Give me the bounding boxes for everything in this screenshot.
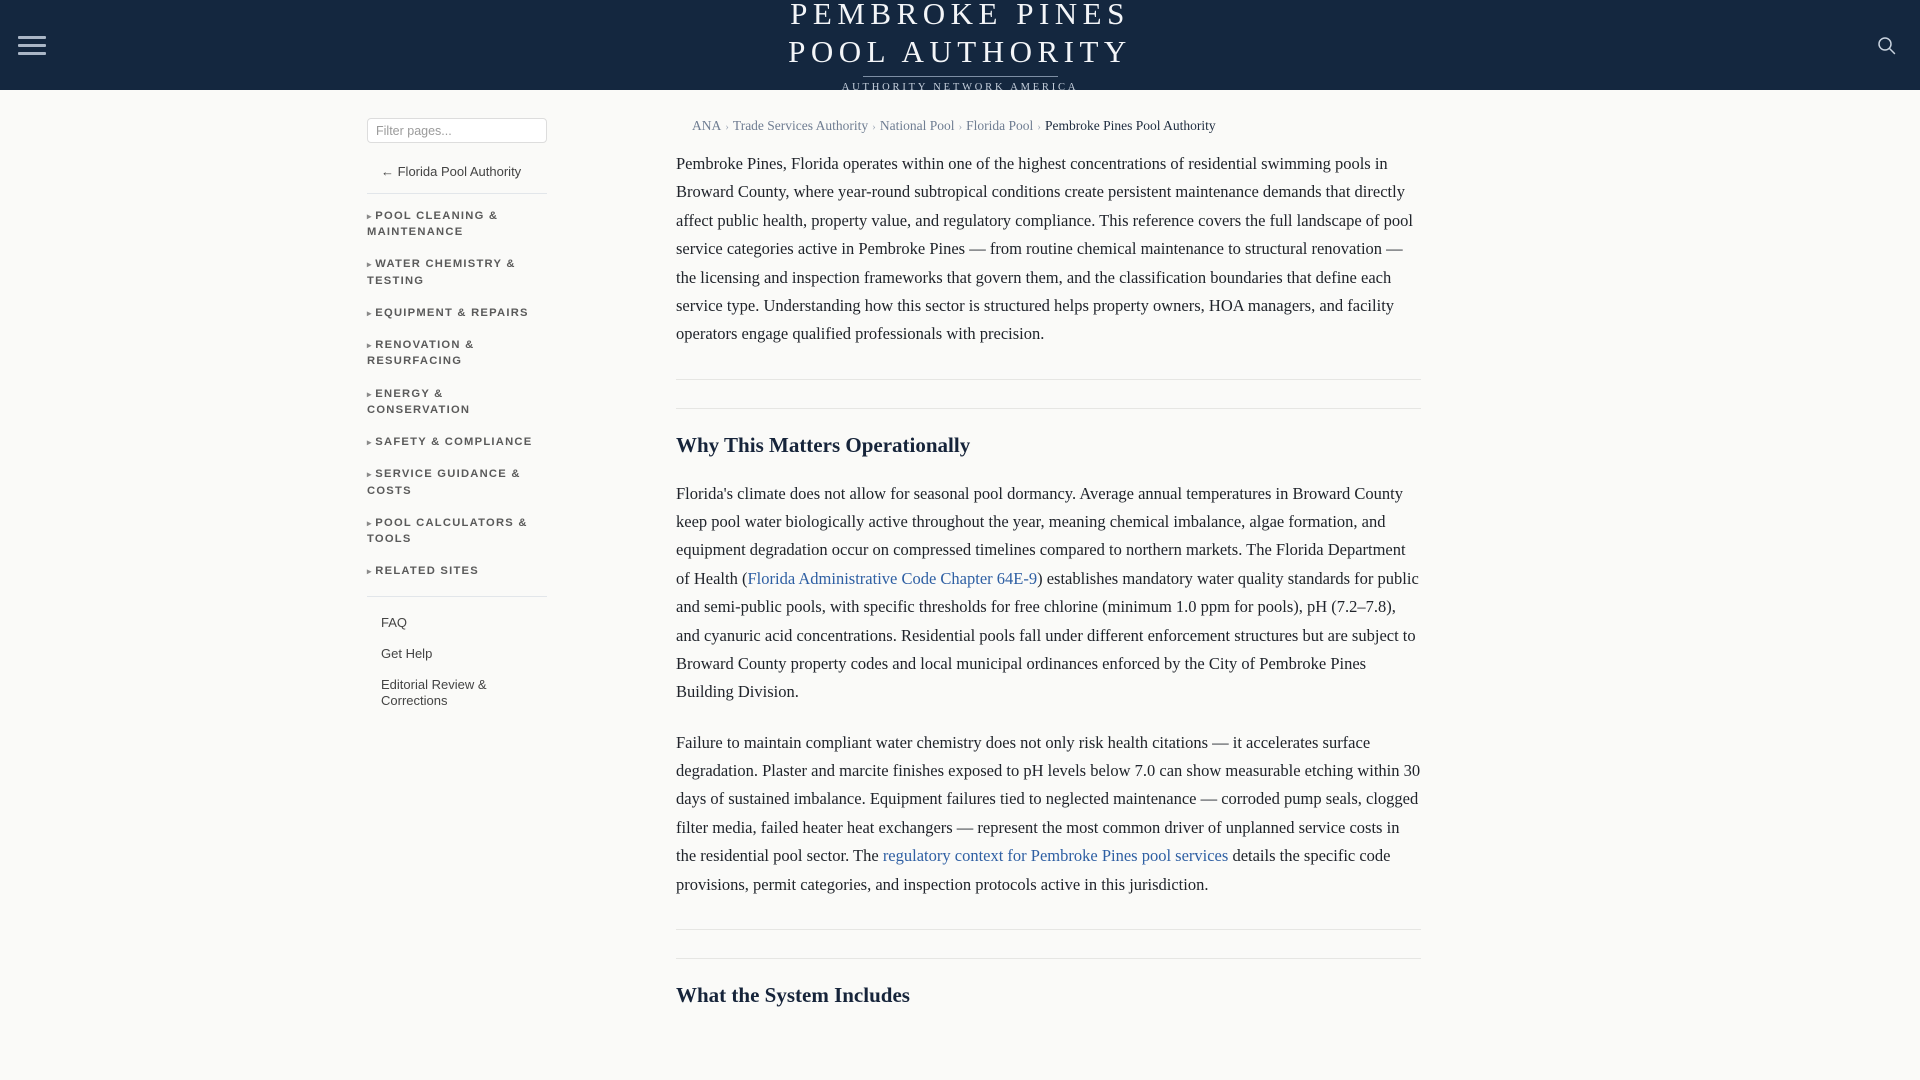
- sidebar: [367, 90, 631, 725]
- caret-right-icon: ▸: [367, 566, 372, 577]
- breadcrumb-separator-icon: ›: [958, 121, 963, 133]
- hamburger-bar: [18, 52, 46, 55]
- breadcrumb-item-ana[interactable]: ANA: [692, 118, 722, 133]
- filter-pages-input[interactable]: [367, 118, 547, 143]
- sidebar-item-pool-calculators-tools[interactable]: [367, 515, 547, 547]
- section2-divider-bottom: [676, 958, 1421, 959]
- paragraph-text-after-link: ) establishes mandatory water quality standards for public and semi-public pools, with specific thresholds for free chlorine (minimum 1.0 ppm for pools), pH (7.2–7.8), and cyanuric acid concentrations. Residential pools fall under different enforcement structures but are subject to Broward County property codes and local municipal ordinances enforced by the City of Pembroke Pines Building Division.: [676, 568, 1419, 702]
- main-content: [676, 90, 1421, 1030]
- sidebar-nav: [367, 208, 547, 580]
- brand-title-line-2: POOL AUTHORITY: [788, 34, 1132, 70]
- breadcrumb-separator-icon: ›: [725, 121, 729, 133]
- sidebar-item-pool-cleaning-maintenance[interactable]: [367, 208, 547, 240]
- sidebar-item-water-chemistry-testing[interactable]: [367, 256, 547, 288]
- divider-gap: [676, 930, 1421, 958]
- link-florida-administrative-code[interactable]: Florida Administrative Code Chapter 64E-9: [747, 568, 1038, 588]
- caret-right-icon: ▸: [367, 517, 372, 528]
- section-divider-bottom: [676, 408, 1421, 409]
- link-regulatory-context[interactable]: regulatory context for Pembroke Pines pool services: [882, 846, 1229, 866]
- paragraph-text-before-link: Failure to maintain compliant water chemistry does not only risk health citations — it accelerates surface degradation. Plaster and marcite finishes exposed to pH levels below 7.0 can show measurable etching within 30 days of sustained imbalance. Equipment failures tied to neglected maintenance — corroded pump seals, clogged filter media, failed heater heat exchangers — represent the most common driver of unplanned service costs in the residential pool sector. The: [676, 732, 1421, 866]
- sidebar-item-service-guidance-costs[interactable]: [367, 466, 547, 498]
- sidebar-item-safety-compliance[interactable]: [367, 434, 547, 450]
- hamburger-bar: [18, 44, 46, 47]
- section-heading-why-this-matters: Why This Matters Operationally: [676, 432, 971, 457]
- caret-right-icon: ▸: [367, 469, 372, 480]
- sidebar-link-get-help[interactable]: Get Help: [381, 645, 433, 661]
- sidebar-item-label: POOL CLEANING & MAINTENANCE: [367, 210, 499, 239]
- caret-right-icon: ▸: [367, 259, 372, 270]
- divider-gap: [676, 380, 1421, 408]
- sidebar-item-label: SAFETY & COMPLIANCE: [375, 436, 533, 449]
- paragraph-text-before-link: Florida's climate does not allow for seasonal pool dormancy. Average annual temperatures in Broward County keep pool water biologically active throughout the year, meaning chemical imbalance, algae formation, and equipment degradation occur on compressed timelines compared to northern markets. The Florida Department of Health (: [676, 483, 1406, 588]
- sidebar-item-label: SERVICE GUIDANCE & COSTS: [367, 468, 521, 497]
- sidebar-item-renovation-resurfacing[interactable]: [367, 337, 547, 369]
- hamburger-menu-icon[interactable]: [14, 29, 50, 61]
- sidebar-footer: [367, 596, 547, 710]
- sidebar-item-related-sites[interactable]: [367, 563, 547, 579]
- caret-right-icon: ▸: [367, 307, 372, 318]
- caret-right-icon: ▸: [367, 340, 372, 351]
- sidebar-item-label: EQUIPMENT & REPAIRS: [375, 306, 529, 319]
- hamburger-bar: [18, 36, 46, 39]
- section1-paragraph-2: [676, 729, 1421, 899]
- paragraph-text-after-link: details the specific code provisions, permit categories, and inspection protocols active in this jurisdiction.: [676, 846, 1391, 894]
- intro-paragraph: Pembroke Pines, Florida operates within one of the highest concentrations of residential swimming pools in Broward County, where year-round subtropical conditions create persistent maintenance demands that directly affect public health, property value, and regulatory compliance. This reference covers the full landscape of pool service categories active in Pembroke Pines — from routine chemical maintenance to structural renovation — the licensing and inspection frameworks that govern them, and the classification boundaries that define each service type. Understanding how this sector is structured helps property owners, HOA managers, and facility operators engage qualified professionals with precision.: [676, 154, 1414, 344]
- search-icon[interactable]: [1870, 29, 1902, 61]
- breadcrumb-separator-icon: ›: [1037, 121, 1041, 133]
- brand-subtitle: AUTHORITY NETWORK AMERICA: [841, 82, 1079, 94]
- breadcrumb: [692, 118, 1421, 134]
- section-heading-what-the-system-includes: What the System Includes: [676, 982, 910, 1007]
- sidebar-item-label: ENERGY & CONSERVATION: [367, 387, 471, 416]
- site-header: [0, 0, 1920, 94]
- breadcrumb-separator-icon: ›: [872, 121, 876, 133]
- page-body: [0, 90, 1920, 1080]
- breadcrumb-item-trade-services-authority[interactable]: Trade Services Authority: [732, 118, 869, 133]
- caret-right-icon: ▸: [367, 211, 372, 221]
- breadcrumb-item-current: Pembroke Pines Pool Authority: [1044, 118, 1216, 133]
- breadcrumb-item-florida-pool[interactable]: Florida Pool: [966, 118, 1034, 133]
- brand-title-line-1: PEMBROKE PINES: [790, 0, 1130, 32]
- sidebar-item-label: WATER CHEMISTRY & TESTING: [367, 258, 516, 287]
- sidebar-item-energy-conservation[interactable]: [367, 386, 547, 418]
- breadcrumb-item-national-pool[interactable]: National Pool: [879, 118, 955, 133]
- caret-right-icon: ▸: [367, 388, 372, 399]
- sidebar-link-editorial-review[interactable]: Editorial Review & Corrections: [381, 677, 487, 709]
- section1-paragraph-1: [676, 480, 1421, 707]
- sidebar-item-label: POOL CALCULATORS & TOOLS: [367, 516, 528, 546]
- sidebar-divider: [367, 193, 547, 194]
- back-to-parent-link[interactable]: ← Florida Pool Authority: [381, 164, 522, 179]
- sidebar-item-label: RELATED SITES: [375, 565, 479, 578]
- sidebar-item-equipment-repairs[interactable]: [367, 305, 547, 321]
- caret-right-icon: ▸: [367, 437, 372, 448]
- sidebar-item-label: RENOVATION & RESURFACING: [367, 339, 475, 368]
- site-brand: [788, 0, 1132, 94]
- sidebar-link-faq[interactable]: FAQ: [381, 614, 408, 630]
- brand-divider: [863, 76, 1058, 77]
